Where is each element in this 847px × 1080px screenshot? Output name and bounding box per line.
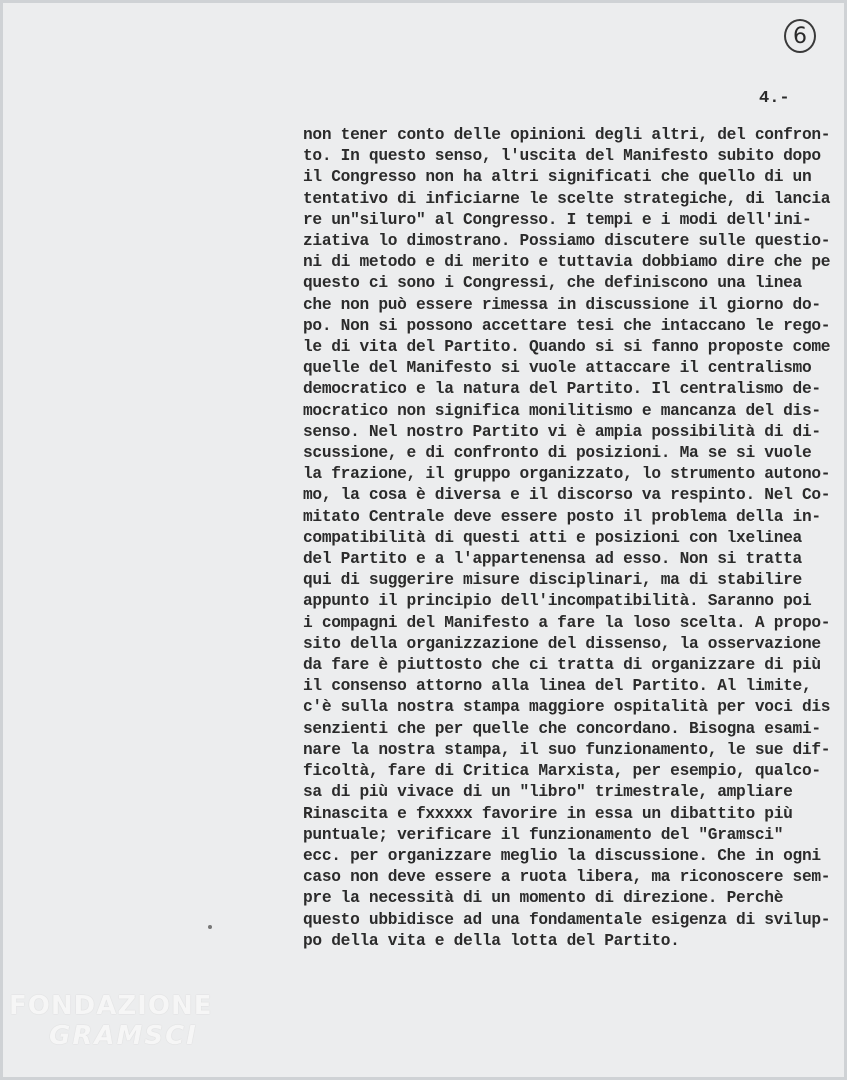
text-line: ziativa lo dimostrano. Possiamo discutere sulle questio- <box>303 232 831 251</box>
text-line: non tener conto delle opinioni degli altri, del confron- <box>303 126 831 144</box>
text-line: mocratico non significa monilitismo e mancanza del dis- <box>303 401 821 420</box>
text-line: i compagni del Manifesto a fare la loso scelta. A propo- <box>303 613 831 632</box>
text-line: questo ci sono i Congressi, che definiscono una linea <box>303 274 802 293</box>
text-line: to. In questo senso, l'uscita del Manifesto subito dopo <box>303 147 821 166</box>
watermark-line-2: GRAMSCI <box>49 1021 198 1051</box>
text-line: caso non deve essere a ruota libera, ma riconoscere sem- <box>303 868 831 887</box>
text-line: qui di suggerire misure disciplinari, ma di stabilire <box>303 571 802 590</box>
text-line: c'è sulla nostra stampa maggiore ospitalità per voci dis <box>303 698 831 717</box>
text-line: puntuale; verificare il funzionamento del "Gramsci" <box>303 825 784 844</box>
text-line: sito della organizzazione del dissenso, la osservazione <box>303 634 821 653</box>
text-line: ficoltà, fare di Critica Marxista, per esempio, qualco- <box>303 762 821 781</box>
text-line: senzienti che per quelle che concordano. Bisogna esami- <box>303 719 821 738</box>
page-number: 4.- <box>759 89 790 108</box>
text-line: da fare è piuttosto che ci tratta di organizzare di più <box>303 656 821 675</box>
typewritten-body <box>303 125 847 952</box>
text-line: le di vita del Partito. Quando si si fanno proposte come <box>303 338 831 357</box>
text-line: appunto il principio dell'incompatibilità. Saranno poi <box>303 592 812 611</box>
text-line: del Partito e a l'appartenensa ad esso. Non si tratta <box>303 550 802 569</box>
text-line: nare la nostra stampa, il suo funzionamento, le sue dif- <box>303 740 831 759</box>
text-line: Rinascita e fxxxxx favorire in essa un dibattito più <box>303 804 793 823</box>
archive-number-circle <box>784 19 816 53</box>
text-line: compatibilità di questi atti e posizioni con lxelinea <box>303 528 802 547</box>
text-line: tentativo di inficiarne le scelte strategiche, di lancia <box>303 189 831 208</box>
text-line: democratico e la natura del Partito. Il centralismo de- <box>303 380 821 399</box>
text-line: senso. Nel nostro Partito vi è ampia possibilità di di- <box>303 422 821 441</box>
text-line: sa di più vivace di un "libro" trimestrale, ampliare <box>303 783 793 802</box>
text-line: che non può essere rimessa in discussione il giorno do- <box>303 295 821 314</box>
text-line: po della vita e della lotta del Partito. <box>303 931 680 950</box>
fondazione-gramsci-watermark <box>9 993 212 1049</box>
text-line: mo, la cosa è diversa e il discorso va respinto. Nel Co- <box>303 486 831 505</box>
text-line: re un"siluro" al Congresso. I tempi e i modi dell'ini- <box>303 210 812 229</box>
text-line: po. Non si possono accettare tesi che intaccano le rego- <box>303 316 831 335</box>
text-line: pre la necessità di un momento di direzione. Perchè <box>303 889 784 908</box>
text-line: scussione, e di confronto di posizioni. Ma se si vuole <box>303 444 812 463</box>
watermark-line-1: FONDAZIONE <box>9 991 213 1021</box>
text-line: quelle del Manifesto si vuole attaccare il centralismo <box>303 359 812 378</box>
text-line: ni di metodo e di merito e tuttavia dobbiamo dire che pe <box>303 253 831 272</box>
text-line: questo ubbidisce ad una fondamentale esigenza di svilup- <box>303 910 831 929</box>
archive-number: 6 <box>793 23 807 49</box>
text-line: la frazione, il gruppo organizzato, lo strumento autono- <box>303 465 831 484</box>
scan-speck <box>208 925 212 929</box>
text-line: il Congresso non ha altri significati che quello di un <box>303 168 812 187</box>
text-line: mitato Centrale deve essere posto il problema della in- <box>303 507 821 526</box>
text-line: ecc. per organizzare meglio la discussione. Che in ogni <box>303 846 821 865</box>
text-line: il consenso attorno alla linea del Partito. Al limite, <box>303 677 812 696</box>
